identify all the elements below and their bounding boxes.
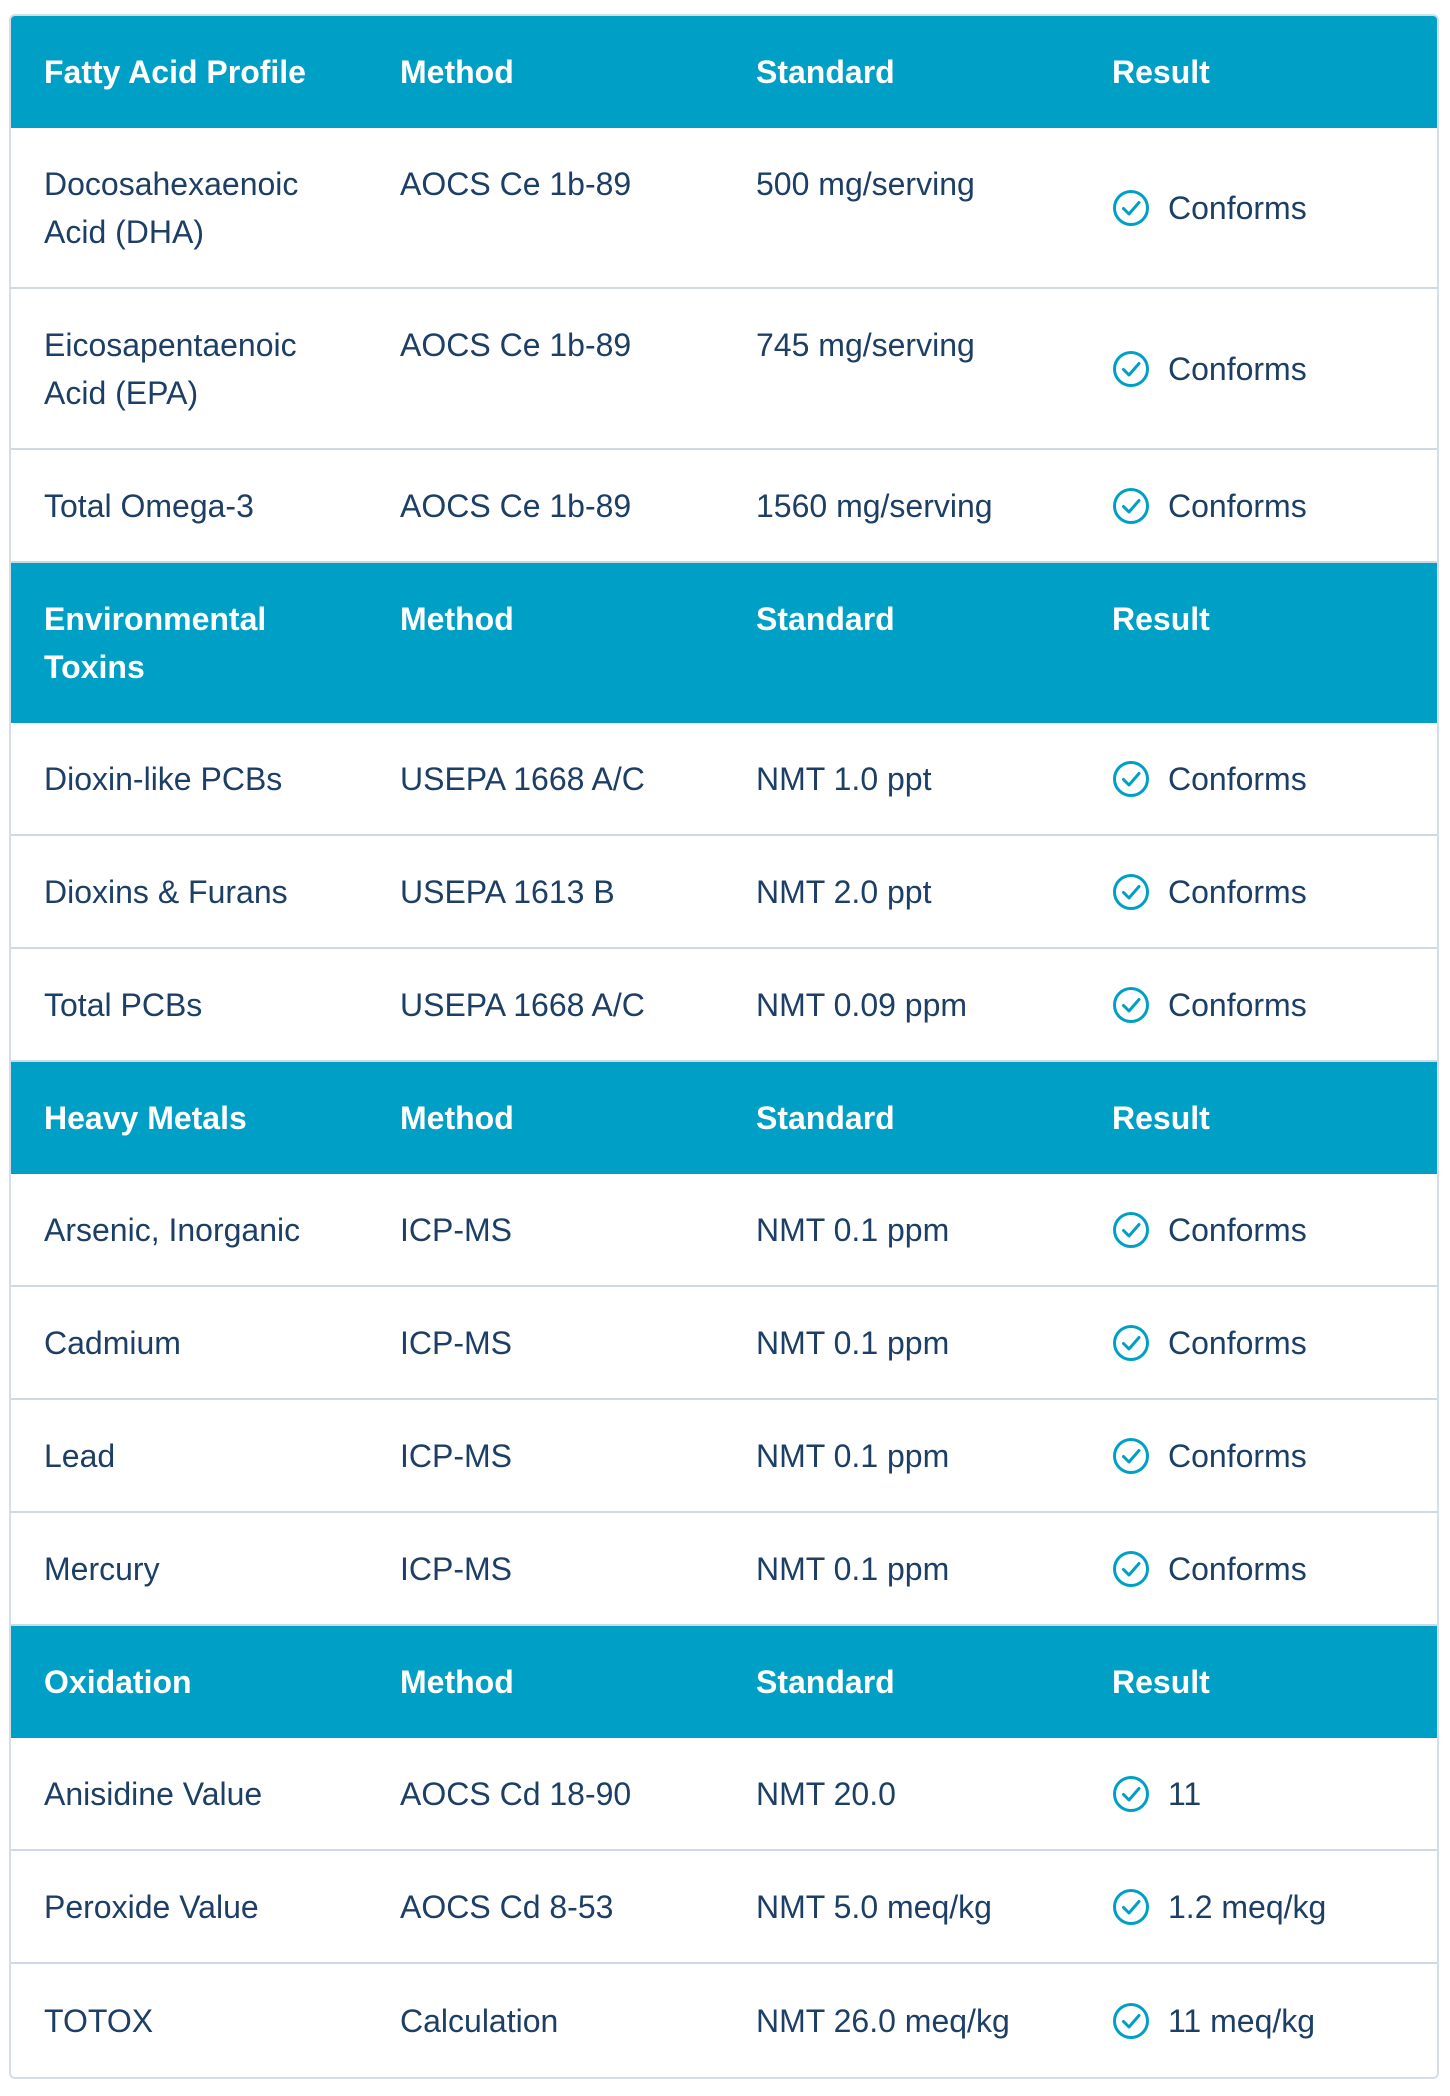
result-label: 1.2 meq/kg xyxy=(1168,1888,1327,1925)
result-label: Conforms xyxy=(1168,1324,1307,1361)
check-circle-icon xyxy=(1112,189,1150,227)
test-method: USEPA 1668 A/C xyxy=(400,986,645,1023)
result-label: Conforms xyxy=(1168,1550,1307,1587)
result-label: Conforms xyxy=(1168,487,1307,524)
test-name: Docosahexaenoic Acid (DHA) xyxy=(44,166,299,250)
check-circle-icon xyxy=(1112,873,1150,911)
result-label: Conforms xyxy=(1168,760,1307,797)
result-label: Conforms xyxy=(1168,350,1307,387)
test-standard: NMT 0.1 ppm xyxy=(756,1437,950,1474)
test-name: Dioxins & Furans xyxy=(44,873,288,910)
section-header-environmental-toxins xyxy=(11,563,1437,723)
check-circle-icon xyxy=(1112,1888,1150,1926)
test-result xyxy=(1079,1432,1437,1480)
test-standard: NMT 2.0 ppt xyxy=(756,873,932,910)
table-row xyxy=(11,723,1437,836)
test-standard: 500 mg/serving xyxy=(756,166,975,202)
test-result xyxy=(1079,755,1437,803)
header-method: Method xyxy=(400,601,514,637)
result-label: Conforms xyxy=(1168,986,1307,1023)
header-method: Method xyxy=(400,54,514,90)
check-circle-icon xyxy=(1112,1775,1150,1813)
test-method: AOCS Cd 18-90 xyxy=(400,1775,632,1812)
check-circle-icon xyxy=(1112,986,1150,1024)
header-standard: Standard xyxy=(756,601,895,637)
test-method: ICP-MS xyxy=(400,1550,512,1587)
table-row xyxy=(11,450,1437,563)
result-label: 11 meq/kg xyxy=(1168,2002,1316,2039)
result-label: Conforms xyxy=(1168,189,1307,226)
result-label: 11 xyxy=(1168,1775,1202,1812)
test-method: USEPA 1668 A/C xyxy=(400,760,645,797)
test-name: Lead xyxy=(44,1437,116,1474)
header-result: Result xyxy=(1112,54,1210,90)
check-circle-icon xyxy=(1112,350,1150,388)
table-row xyxy=(11,1400,1437,1513)
test-method: AOCS Ce 1b-89 xyxy=(400,487,632,524)
header-standard: Standard xyxy=(756,1100,895,1136)
header-method: Method xyxy=(400,1664,514,1700)
header-category: Environmental Toxins xyxy=(44,601,267,685)
test-name: Peroxide Value xyxy=(44,1888,259,1925)
test-method: ICP-MS xyxy=(400,1324,512,1361)
test-result xyxy=(1079,1997,1437,2045)
header-method: Method xyxy=(400,1100,514,1136)
check-circle-icon xyxy=(1112,487,1150,525)
table-row xyxy=(11,1851,1437,1964)
table-row xyxy=(11,836,1437,949)
test-result xyxy=(1079,184,1437,232)
test-standard: NMT 5.0 meq/kg xyxy=(756,1888,992,1925)
test-result xyxy=(1079,1770,1437,1818)
test-result xyxy=(1079,981,1437,1029)
test-standard: NMT 26.0 meq/kg xyxy=(756,2002,1010,2039)
table-row xyxy=(11,128,1437,289)
result-label: Conforms xyxy=(1168,1211,1307,1248)
header-result: Result xyxy=(1112,1664,1210,1700)
table-row xyxy=(11,949,1437,1062)
header-category: Fatty Acid Profile xyxy=(44,54,306,90)
test-result xyxy=(1079,868,1437,916)
test-standard: 1560 mg/serving xyxy=(756,487,993,524)
test-result xyxy=(1079,1319,1437,1367)
test-method: USEPA 1613 B xyxy=(400,873,615,910)
header-result: Result xyxy=(1112,601,1210,637)
test-name: TOTOX xyxy=(44,2002,154,2039)
test-method: ICP-MS xyxy=(400,1211,512,1248)
test-method: AOCS Ce 1b-89 xyxy=(400,327,632,363)
test-standard: NMT 0.1 ppm xyxy=(756,1550,950,1587)
test-name: Dioxin-like PCBs xyxy=(44,760,283,797)
test-method: AOCS Ce 1b-89 xyxy=(400,166,632,202)
test-standard: NMT 20.0 xyxy=(756,1775,896,1812)
test-name: Cadmium xyxy=(44,1324,181,1361)
test-name: Mercury xyxy=(44,1550,160,1587)
test-standard: NMT 1.0 ppt xyxy=(756,760,932,797)
section-header-oxidation xyxy=(11,1626,1437,1738)
section-header-fatty-acid xyxy=(11,16,1437,128)
test-name: Arsenic, Inorganic xyxy=(44,1211,301,1248)
table-row xyxy=(11,289,1437,450)
test-method: AOCS Cd 8-53 xyxy=(400,1888,614,1925)
header-standard: Standard xyxy=(756,1664,895,1700)
table-row xyxy=(11,1738,1437,1851)
header-category: Oxidation xyxy=(44,1664,192,1700)
check-circle-icon xyxy=(1112,1211,1150,1249)
test-result xyxy=(1079,1545,1437,1593)
check-circle-icon xyxy=(1112,1437,1150,1475)
table-row xyxy=(11,1964,1437,2077)
result-label: Conforms xyxy=(1168,1437,1307,1474)
test-standard: 745 mg/serving xyxy=(756,327,975,363)
test-result xyxy=(1079,482,1437,530)
test-standard: NMT 0.1 ppm xyxy=(756,1324,950,1361)
table-row xyxy=(11,1513,1437,1626)
header-result: Result xyxy=(1112,1100,1210,1136)
test-name: Total PCBs xyxy=(44,986,203,1023)
test-result xyxy=(1079,1206,1437,1254)
section-header-heavy-metals xyxy=(11,1062,1437,1174)
test-standard: NMT 0.1 ppm xyxy=(756,1211,950,1248)
test-result xyxy=(1079,1883,1437,1931)
check-circle-icon xyxy=(1112,1550,1150,1588)
result-label: Conforms xyxy=(1168,873,1307,910)
table-row xyxy=(11,1287,1437,1400)
header-category: Heavy Metals xyxy=(44,1100,247,1136)
test-name: Eicosapentaenoic Acid (EPA) xyxy=(44,327,297,411)
test-name: Total Omega-3 xyxy=(44,487,254,524)
check-circle-icon xyxy=(1112,2002,1150,2040)
test-results-table xyxy=(9,14,1439,2079)
test-standard: NMT 0.09 ppm xyxy=(756,986,968,1023)
test-result xyxy=(1079,345,1437,393)
test-method: ICP-MS xyxy=(400,1437,512,1474)
test-method: Calculation xyxy=(400,2002,559,2039)
test-name: Anisidine Value xyxy=(44,1775,263,1812)
header-standard: Standard xyxy=(756,54,895,90)
check-circle-icon xyxy=(1112,760,1150,798)
check-circle-icon xyxy=(1112,1324,1150,1362)
table-row xyxy=(11,1174,1437,1287)
